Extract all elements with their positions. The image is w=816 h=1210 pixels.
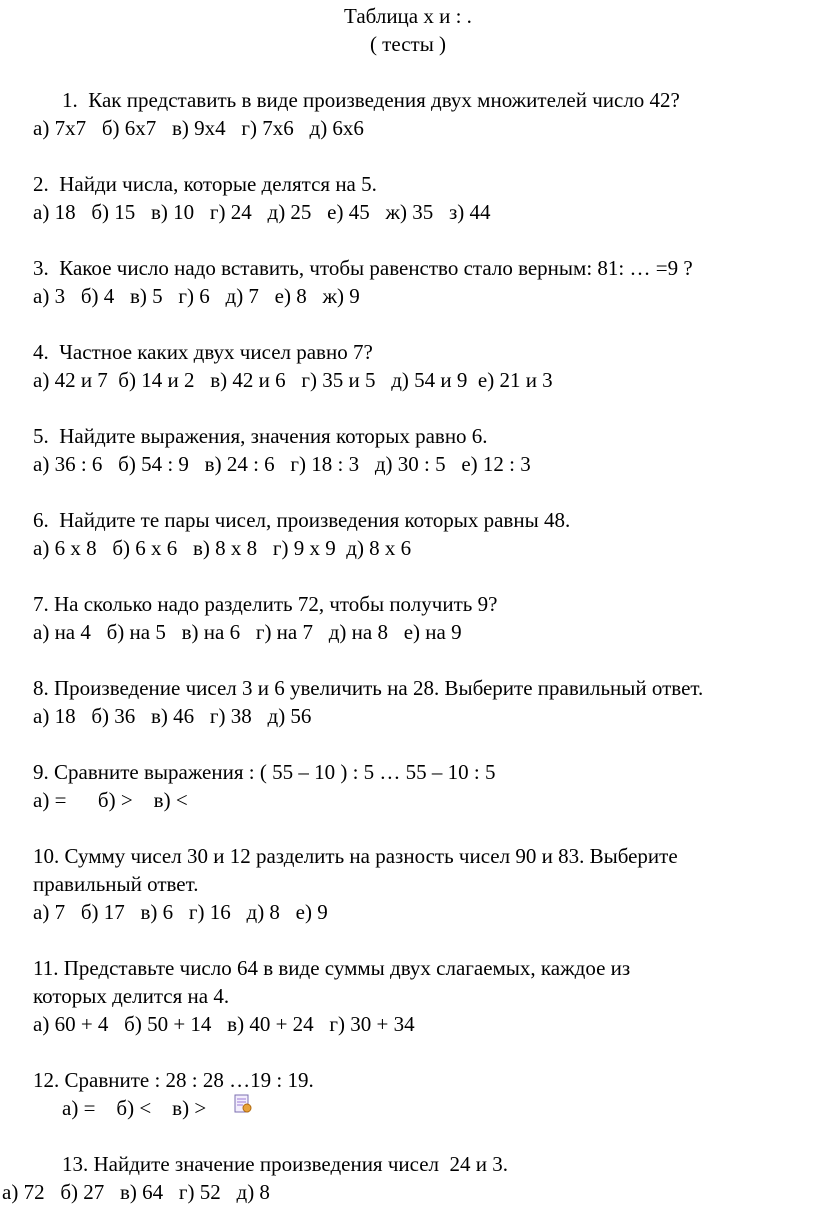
question-6-text: 6. Найдите те пары чисел, произведения которых равны 48. xyxy=(33,508,571,532)
question-2-text: 2. Найди числа, которые делятся на 5. xyxy=(33,172,377,196)
question-8-answers: а) 18 б) 36 в) 46 г) 38 д) 56 xyxy=(33,704,312,728)
document-icon xyxy=(232,1093,254,1115)
question-10-answers: а) 7 б) 17 в) 6 г) 16 д) 8 е) 9 xyxy=(33,900,328,924)
question-10-text: 10. Сумму чисел 30 и 12 разделить на разность чисел 90 и 83. Выберите xyxy=(33,844,678,868)
question-3-answers: а) 3 б) 4 в) 5 г) 6 д) 7 е) 8 ж) 9 xyxy=(33,284,360,308)
question-11-answers: а) 60 + 4 б) 50 + 14 в) 40 + 24 г) 30 + 34 xyxy=(33,1012,415,1036)
question-7-answers: а) на 4 б) на 5 в) на 6 г) на 7 д) на 8 е) на 9 xyxy=(33,620,462,644)
question-5-text: 5. Найдите выражения, значения которых равно 6. xyxy=(33,424,488,448)
question-3-text: 3. Какое число надо вставить, чтобы равенство стало верным: 81: … =9 ? xyxy=(33,256,693,280)
question-4-answers: а) 42 и 7 б) 14 и 2 в) 42 и 6 г) 35 и 5 д) 54 и 9 е) 21 и 3 xyxy=(33,368,553,392)
question-8-text: 8. Произведение чисел 3 и 6 увеличить на 28. Выберите правильный ответ. xyxy=(33,676,704,700)
question-12-text: 12. Сравните : 28 : 28 …19 : 19. xyxy=(33,1068,314,1092)
question-13-answers: а) 72 б) 27 в) 64 г) 52 д) 8 xyxy=(2,1180,270,1204)
question-2-answers: а) 18 б) 15 в) 10 г) 24 д) 25 е) 45 ж) 35 з) 44 xyxy=(33,200,491,224)
question-10-text-cont: правильный ответ. xyxy=(33,872,199,896)
question-11-text-cont: которых делится на 4. xyxy=(33,984,230,1008)
question-11-text: 11. Представьте число 64 в виде суммы двух слагаемых, каждое из xyxy=(33,956,631,980)
question-7-text: 7. На сколько надо разделить 72, чтобы получить 9? xyxy=(33,592,498,616)
question-1-answers: а) 7х7 б) 6х7 в) 9х4 г) 7х6 д) 6х6 xyxy=(33,116,364,140)
question-1-text: 1. Как представить в виде произведения двух множителей число 42? xyxy=(62,88,680,112)
question-9-text: 9. Сравните выражения : ( 55 – 10 ) : 5 … 55 – 10 : 5 xyxy=(33,760,496,784)
question-5-answers: а) 36 : 6 б) 54 : 9 в) 24 : 6 г) 18 : 3 д) 30 : 5 е) 12 : 3 xyxy=(33,452,531,476)
page-title: Таблица х и : . xyxy=(344,4,472,28)
question-4-text: 4. Частное каких двух чисел равно 7? xyxy=(33,340,373,364)
page-subtitle: ( тесты ) xyxy=(369,32,447,56)
question-9-answers: а) = б) > в) < xyxy=(33,788,188,812)
question-6-answers: а) 6 х 8 б) 6 х 6 в) 8 х 8 г) 9 х 9 д) 8 х 6 xyxy=(33,536,412,560)
question-13-text: 13. Найдите значение произведения чисел 24 и 3. xyxy=(62,1152,509,1176)
question-12-answers: а) = б) < в) > xyxy=(62,1096,207,1120)
